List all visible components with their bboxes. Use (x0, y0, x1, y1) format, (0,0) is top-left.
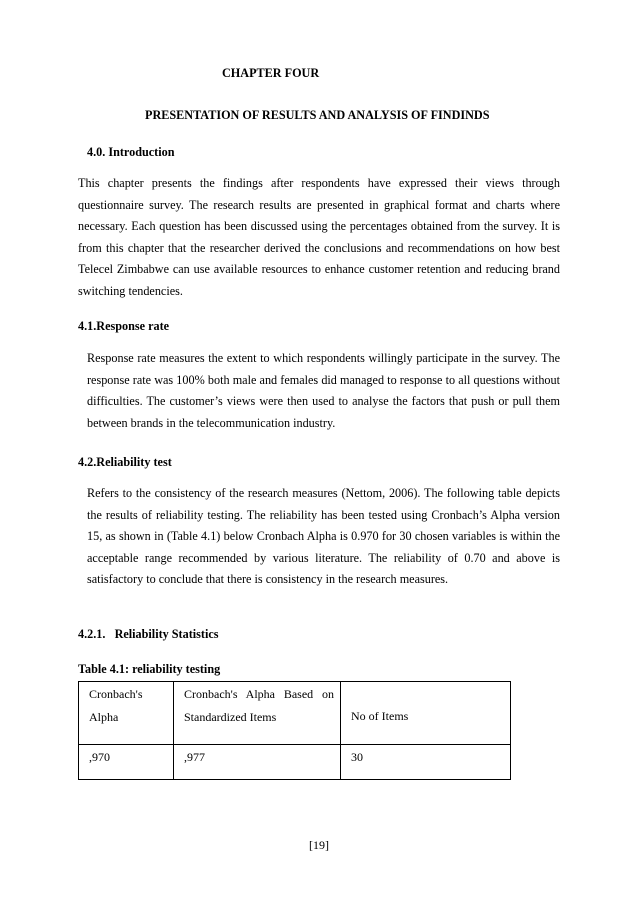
cell-items: 30 (341, 745, 511, 780)
chapter-subtitle: PRESENTATION OF RESULTS AND ANALYSIS OF FINDINDS (145, 108, 490, 122)
header-cell-text: Cronbach's (89, 687, 143, 701)
table-row (79, 745, 511, 780)
reliability-table (78, 681, 511, 780)
cell-alpha: ,970 (79, 745, 174, 780)
cell-alpha-standardized: ,977 (174, 745, 341, 780)
header-no-of-items (341, 682, 511, 745)
header-cronbach-alpha (79, 682, 174, 745)
table-header-row (79, 682, 511, 745)
introduction-paragraph: This chapter presents the findings after respondents have expressed their views through questionnaire survey. The research results are presented in graphical format and charts where necessary. Each question has been discussed using the percentages obtained from the survey. It is from this chapter that the researcher derived the conclusions and recommendations on how best Telecel Zimbabwe can use available resources to enhance customer retention and reducing brand switching tendencies. (78, 176, 560, 298)
table-caption: Table 4.1: reliability testing (78, 662, 221, 676)
section-heading-introduction: 4.0. Introduction (87, 145, 175, 159)
page-number: [19] (309, 838, 329, 852)
header-cell-text: No of Items (351, 709, 409, 723)
header-cell-text: Cronbach's Alpha Based on (184, 687, 334, 701)
response-rate-paragraph: Response rate measures the extent to which respondents willingly participate in the survey. The response rate was 100% both male and females did managed to response to all questions without difficulties. The customer’s views were then used to analyse the factors that push or pull them between brands in the telecommunication industry. (87, 351, 560, 430)
header-cell-text: Standardized Items (184, 710, 277, 724)
header-cronbach-alpha-standardized (174, 682, 341, 745)
chapter-title: CHAPTER FOUR (222, 66, 320, 80)
section-heading-reliability-test: 4.2.Reliability test (78, 455, 172, 469)
reliability-test-paragraph: Refers to the consistency of the research measures (Nettom, 2006). The following table depicts the results of reliability testing. The reliability has been tested using Cronbach’s Alpha version 15, as shown in (Table 4.1) below Cronbach Alpha is 0.970 for 30 chosen variables is within the acceptable range recommended by various literature. The reliability of 0.70 and above is satisfactory to conclude that there is consistency in the research measures. (87, 486, 560, 586)
header-cell-text: Alpha (89, 710, 119, 724)
section-heading-response-rate: 4.1.Response rate (78, 319, 170, 333)
section-heading-reliability-statistics: 4.2.1. Reliability Statistics (78, 627, 219, 641)
